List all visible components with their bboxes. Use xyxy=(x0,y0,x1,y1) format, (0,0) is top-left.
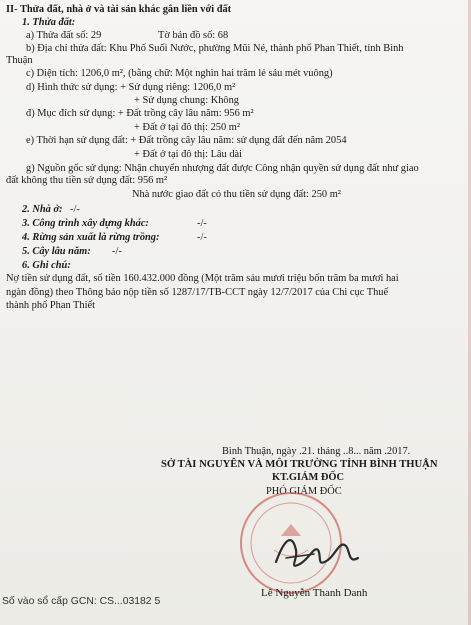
usage-purpose-urban: + Đất ở tại đô thị: 250 m² xyxy=(134,122,240,133)
usage-form-shared: + Sử dụng chung: Không xyxy=(134,95,240,106)
parcel-address: b) Địa chỉ thửa đất: Khu Phố Suối Nước, phường Mũi Né, thành phố Phan Thiết, tỉnh Bình xyxy=(26,43,404,54)
construction-value: -/- xyxy=(197,218,207,229)
parcel-address-cont: Thuận xyxy=(6,55,33,66)
usage-form: d) Hình thức sử dụng: + Sử dụng riêng: 1206,0 m² xyxy=(26,82,236,93)
on-behalf-director: KT.GIÁM ĐỐC xyxy=(272,472,344,483)
issue-date: Bình Thuận, ngày .21. tháng ..8... năm .2017. xyxy=(222,446,411,457)
forest-heading: 4. Rừng sản xuất là rừng trồng: xyxy=(22,232,160,243)
handwritten-signature xyxy=(270,520,380,580)
usage-term: e) Thời hạn sử dụng đất: + Đất trồng cây lâu năm: sử dụng đất đến năm 2054 xyxy=(26,135,347,146)
house-value: -/- xyxy=(70,204,80,215)
perennial-heading: 5. Cây lâu năm: xyxy=(22,246,91,257)
usage-term-urban: + Đất ở tại đô thị: Lâu dài xyxy=(134,149,243,160)
parcel-number: a) Thửa đất số: 29 xyxy=(26,30,102,41)
construction-heading: 3. Công trình xây dựng khác: xyxy=(22,218,149,229)
forest-value: -/- xyxy=(197,232,207,243)
deputy-director: PHÓ GIÁM ĐỐC xyxy=(266,486,342,497)
land-heading: 1. Thửa đất: xyxy=(22,17,76,28)
usage-purpose: đ) Mục đích sử dụng: + Đất trồng cây lâu năm: 956 m² xyxy=(26,108,254,119)
usage-origin-state: Nhà nước giao đất có thu tiền sử dụng đất: 250 m² xyxy=(132,189,341,200)
certificate-serial: Số vào sổ cấp GCN: CS...03182 5 xyxy=(2,596,161,607)
signer-name: Lê Nguyễn Thanh Danh xyxy=(261,587,368,599)
notes-line-1: Nợ tiền sử dụng đất, số tiền 160.432.000 đồng (Một trăm sáu mươi triệu bốn trăm ba mươi hai xyxy=(6,273,399,284)
usage-origin-cont: đất không thu tiền sử dụng đất: 956 m² xyxy=(6,175,168,186)
map-sheet-number: Tờ bản đồ số: 68 xyxy=(158,30,229,41)
house-heading: 2. Nhà ở: xyxy=(22,204,63,215)
notes-heading: 6. Ghi chú: xyxy=(22,260,71,271)
notes-line-3: thành phố Phan Thiết xyxy=(6,300,95,311)
section-title: II- Thửa đất, nhà ở và tài sản khác gắn liền với đất xyxy=(6,4,232,15)
perennial-value: -/- xyxy=(112,246,122,257)
notes-line-2: ngàn đồng) theo Thông báo nộp tiền số 1287/17/TB-CCT ngày 12/7/2017 của Chi cục Thuế xyxy=(6,287,389,298)
issuing-agency: SỞ TÀI NGUYÊN VÀ MÔI TRƯỜNG TỈNH BÌNH THUẬN xyxy=(161,459,438,470)
area: c) Diện tích: 1206,0 m², (bằng chữ: Một nghìn hai trăm lẻ sáu mét vuông) xyxy=(26,68,333,79)
usage-origin: g) Nguồn gốc sử dụng: Nhận chuyển nhượng đất được Công nhận quyền sử dụng đất như giao xyxy=(26,163,419,174)
